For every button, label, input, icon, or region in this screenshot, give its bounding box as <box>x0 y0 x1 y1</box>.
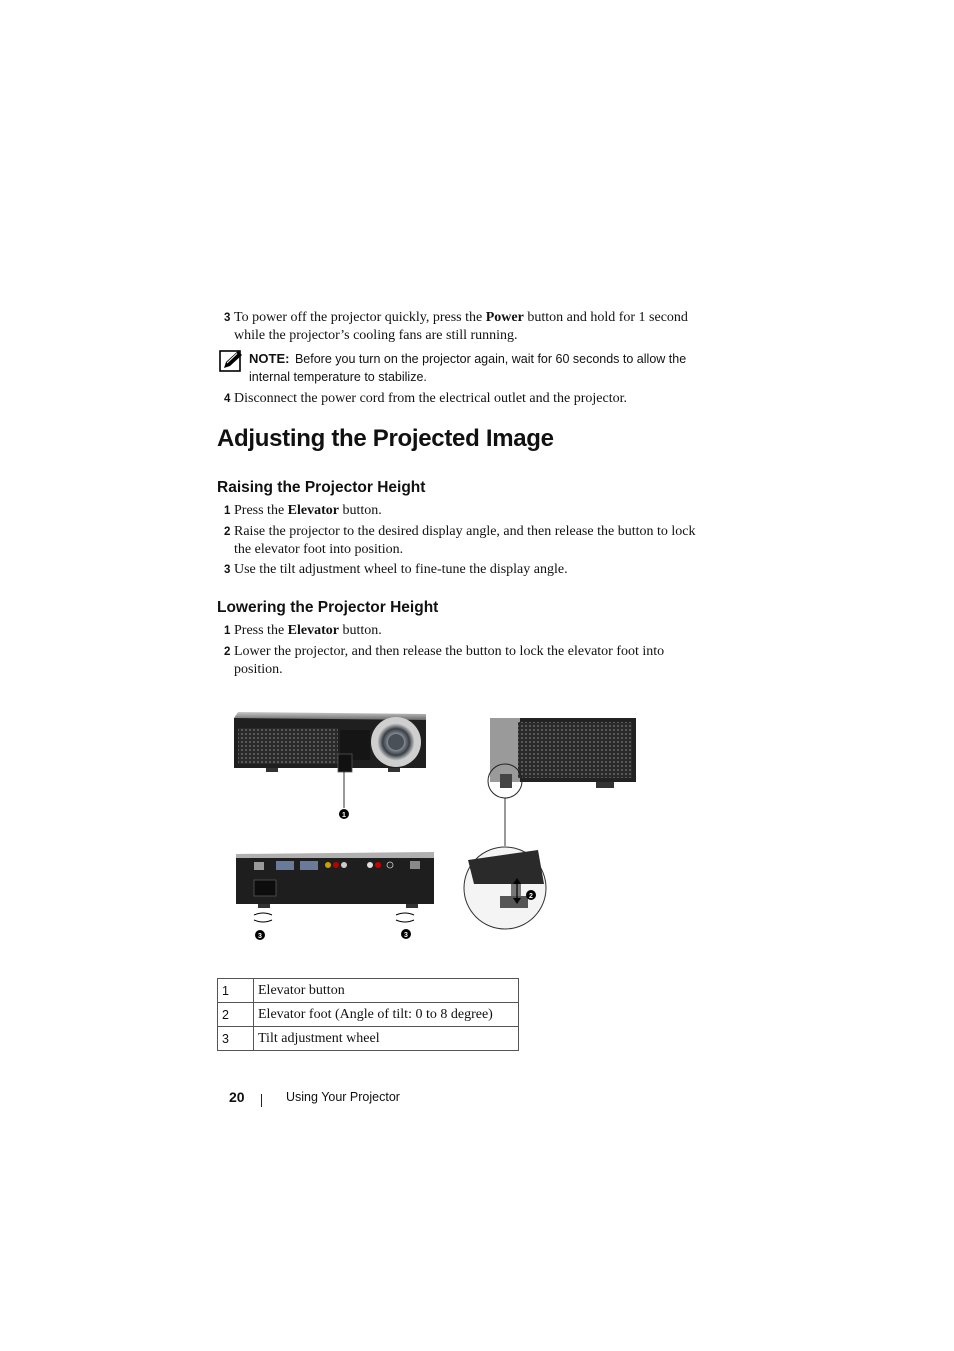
note-text: Before you turn on the projector again, wait for 60 seconds to allow the internal temperature to stabilize. <box>249 352 687 384</box>
table-row <box>218 979 519 1003</box>
callout-3b-label: 3 <box>404 932 408 939</box>
elevator-foot-detail <box>464 847 546 929</box>
projector-front-view <box>234 712 426 808</box>
step-text: Lower the projector, and then release the button to lock the elevator foot into position. <box>234 644 665 677</box>
table-cell-number: 2 <box>218 1003 254 1027</box>
pencil-note-icon <box>219 350 243 372</box>
lowering-step-2 <box>224 643 704 677</box>
footer-chapter-title: Using Your Projector <box>286 1090 400 1104</box>
page-title: Adjusting the Projected Image <box>217 425 554 452</box>
table-cell-description: Elevator button <box>254 979 519 1003</box>
step-text: Press the Elevator button. <box>234 623 382 638</box>
step-number: 2 <box>224 646 231 658</box>
step-text: Raise the projector to the desired display angle, and then release the button to lock the elevator foot into position. <box>234 524 696 557</box>
note-box <box>249 350 719 386</box>
table-cell-number: 1 <box>218 979 254 1003</box>
step-number: 3 <box>224 312 231 324</box>
step-text: Disconnect the power cord from the electrical outlet and the projector. <box>234 391 628 406</box>
step-text: Press the Elevator button. <box>234 503 382 518</box>
elevator-term: Elevator <box>287 503 339 518</box>
tilt-wheel-right <box>396 913 414 939</box>
step-text: Use the tilt adjustment wheel to fine-tune the display angle. <box>234 562 568 577</box>
projector-side-view <box>488 718 636 846</box>
table-cell-description: Elevator foot (Angle of tilt: 0 to 8 degree) <box>254 1003 519 1027</box>
callout-3a-label: 3 <box>258 933 262 940</box>
power-term: Power <box>485 310 524 325</box>
tilt-wheel-left <box>254 913 272 940</box>
step-number: 1 <box>224 505 231 517</box>
note-label: NOTE: <box>249 351 290 366</box>
table-cell-description: Tilt adjustment wheel <box>254 1027 519 1051</box>
table-row <box>218 1003 519 1027</box>
projector-figure <box>228 688 653 948</box>
lowering-step-1 <box>224 622 704 641</box>
page-number: 20 <box>229 1089 245 1105</box>
step-number: 3 <box>224 564 231 576</box>
step-power-off <box>224 309 704 343</box>
table-cell-number: 3 <box>218 1027 254 1051</box>
step-text: To power off the projector quickly, press the Power button and hold for 1 second while the projector’s cooling fans are still running. <box>234 310 688 343</box>
step-number: 1 <box>224 625 231 637</box>
step-number: 2 <box>224 526 231 538</box>
section-title-raising: Raising the Projector Height <box>217 479 426 496</box>
raising-step-2 <box>224 523 704 557</box>
step-number: 4 <box>224 393 231 405</box>
raising-step-3 <box>224 561 704 580</box>
raising-step-1 <box>224 502 704 521</box>
step-disconnect <box>224 390 704 409</box>
callout-1-label: 1 <box>342 812 346 819</box>
callout-legend-table <box>217 978 519 1051</box>
elevator-term: Elevator <box>287 623 339 638</box>
projector-back-view <box>236 852 434 908</box>
table-row <box>218 1027 519 1051</box>
callout-1 <box>339 809 349 819</box>
callout-2-label: 2 <box>529 893 533 900</box>
footer-divider <box>261 1094 262 1107</box>
section-title-lowering: Lowering the Projector Height <box>217 599 439 616</box>
